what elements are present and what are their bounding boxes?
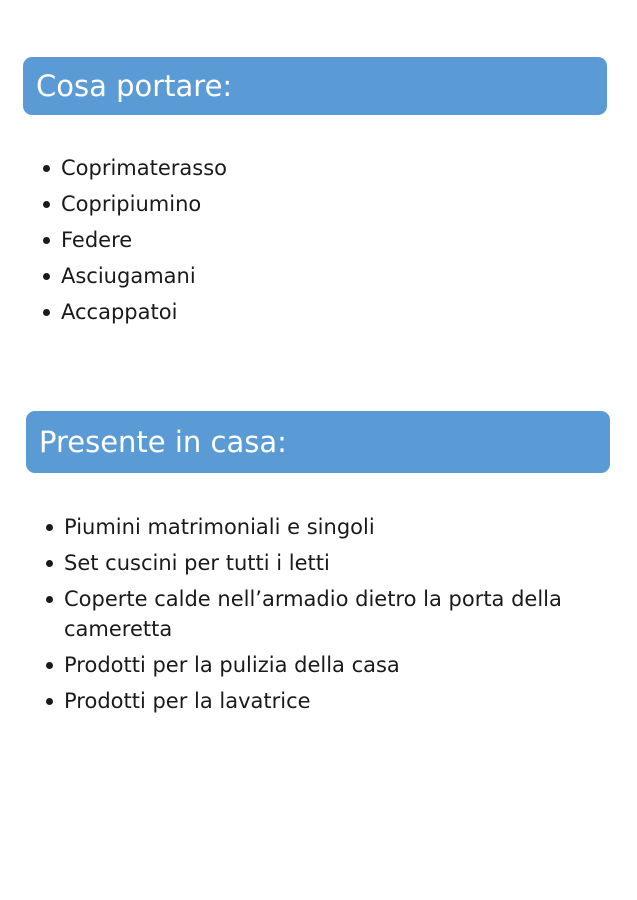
list-item [45,584,605,644]
bullet-icon [46,698,53,705]
list-item-text: Asciugamani [61,264,196,288]
bullet-icon [43,273,50,280]
bullet-icon [43,309,50,316]
list-item-text: Coperte calde nell’armadio dietro la porta della cameretta [64,587,562,641]
list-item [42,261,602,291]
list-item-text: Set cuscini per tutti i letti [64,551,330,575]
list-item [45,548,605,578]
list-item [45,512,605,542]
section-title: Presente in casa: [39,425,287,459]
list-item-text: Accappatoi [61,300,178,324]
bullet-icon [43,201,50,208]
bullet-icon [46,596,53,603]
list-item-text: Coprimaterasso [61,156,228,180]
section-header-presente-in-casa [26,411,610,473]
bullet-icon [46,560,53,567]
list-presente-in-casa [45,512,605,722]
list-item-text: Prodotti per la lavatrice [64,689,311,713]
list-item [42,189,602,219]
list-cosa-portare [42,153,602,333]
list-item-text: Piumini matrimoniali e singoli [64,515,375,539]
list-item-text: Copripiumino [61,192,202,216]
list-item [42,225,602,255]
list-item [45,686,605,716]
list-item [45,650,605,680]
section-title: Cosa portare: [36,69,233,103]
bullet-icon [43,237,50,244]
list-item [42,153,602,183]
section-header-cosa-portare [23,57,607,115]
bullet-icon [43,165,50,172]
list-item [42,297,602,327]
bullet-icon [46,524,53,531]
bullet-icon [46,662,53,669]
list-item-text: Prodotti per la pulizia della casa [64,653,400,677]
list-item-text: Federe [61,228,133,252]
